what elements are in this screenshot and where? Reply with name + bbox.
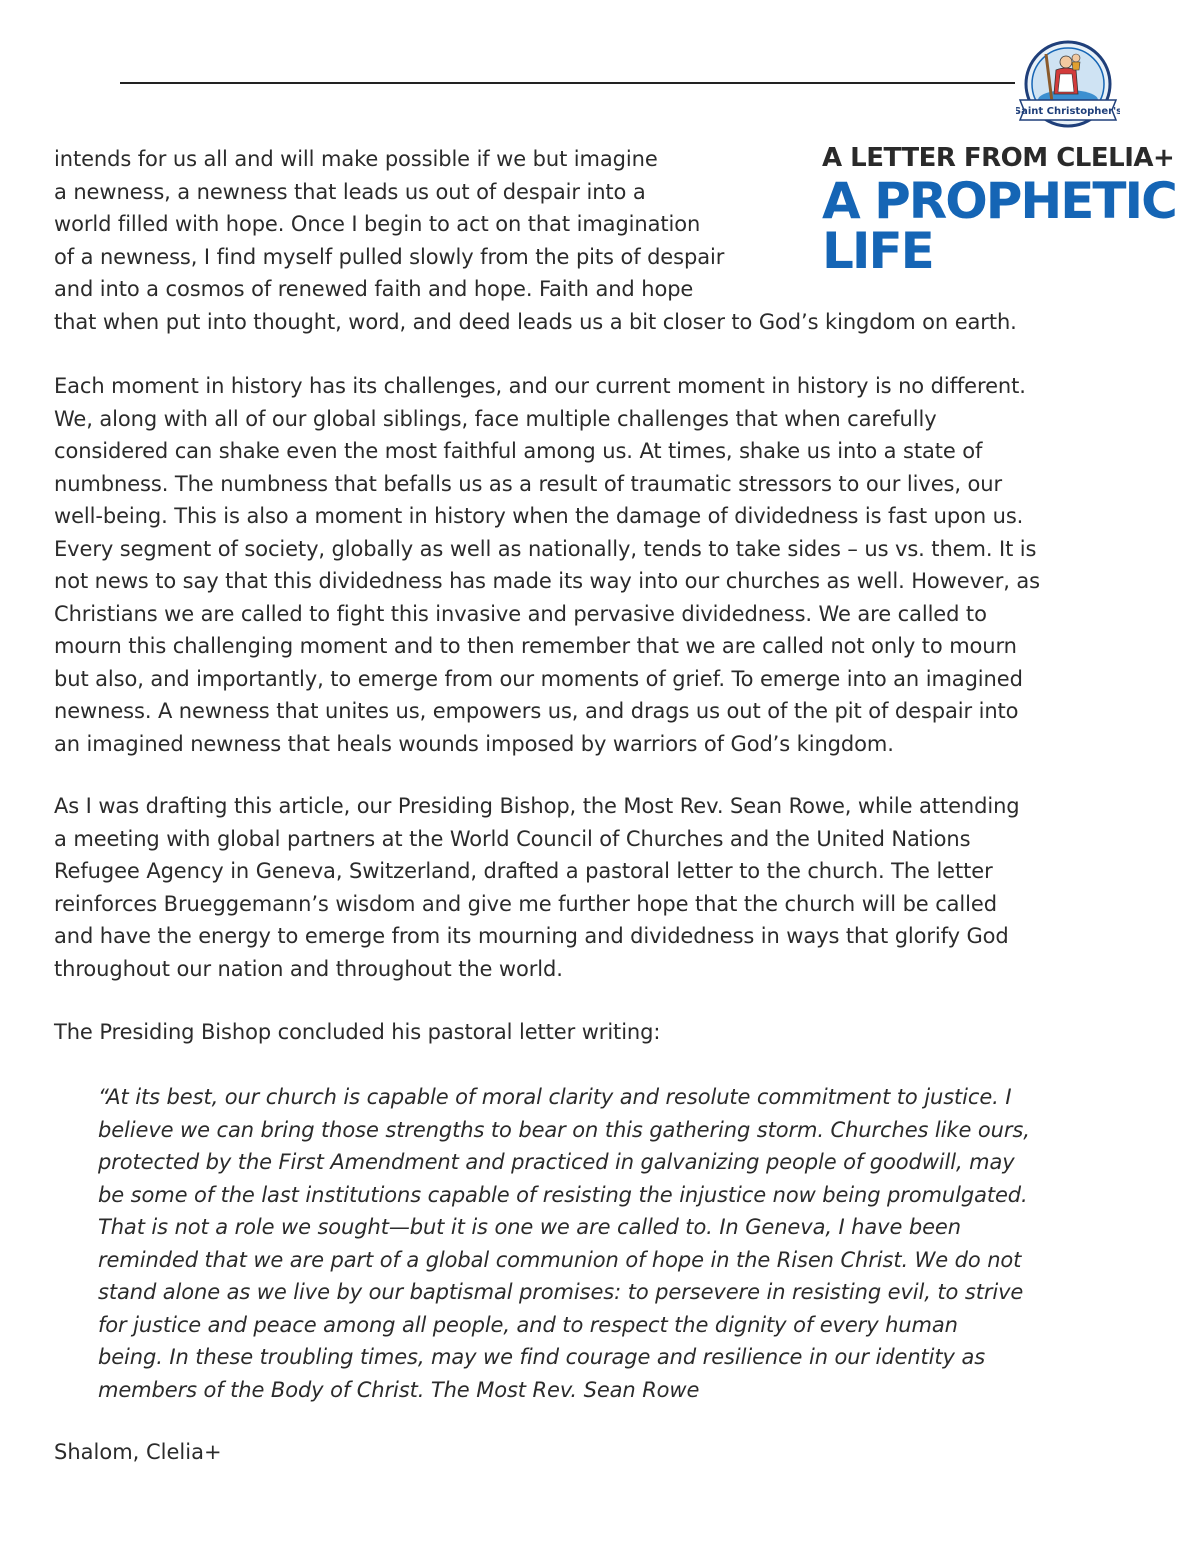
paragraph-line: a meeting with global partners at the World Council of Churches and the United Nations [54,826,971,851]
signoff: Shalom, Clelia+ [54,1440,222,1464]
paragraph-2 [54,370,1040,760]
paragraph-line: The Presiding Bishop concluded his pastoral letter writing: [54,1020,661,1044]
paragraph-line: Each moment in history has its challenges, and our current moment in history is no different. [54,374,1026,398]
title-line-2: LIFE [822,222,933,280]
paragraph-line: numbness. The numbness that befalls us as a result of traumatic stressors to our lives, our [54,471,1003,496]
paragraph-line: and have the energy to emerge from its mourning and dividedness in ways that glorify God [54,924,1009,948]
paragraph-line: world filled with hope. Once I begin to act on that imagination [54,212,701,236]
quote-line: “At its best, our church is capable of moral clarity and resolute commitment to justice. I [98,1085,1012,1109]
paragraph-line: but also, and importantly, to emerge from our moments of grief. To emerge into an imagined [54,666,1023,691]
logo-text: Saint Christopher's [1016,106,1120,117]
paragraph-line: We, along with all of our global siblings, face multiple challenges that when carefully [54,406,937,431]
paragraph-1 [54,143,1017,338]
saint-christophers-logo [1016,40,1120,132]
paragraph-line: Christians we are called to fight this invasive and pervasive dividedness. We are called to [54,601,987,626]
paragraph-line: not news to say that this dividedness has made its way into our churches as well. However, as [54,569,1041,593]
title-eyebrow: A LETTER FROM CLELIA+ [822,143,1175,173]
paragraph-line: reinforces Brueggemann’s wisdom and give me further hope that the church will be called [54,891,997,916]
paragraph-line: Every segment of society, globally as well as nationally, tends to take sides – us vs. them. It is [54,536,1037,561]
quote-line: That is not a role we sought—but it is one we are called to. In Geneva, I have been [98,1215,961,1239]
paragraph-line: throughout our nation and throughout the world. [54,956,563,981]
quote-line: members of the Body of Christ. The Most Rev. Sean Rowe [98,1377,700,1402]
paragraph-line: mourn this challenging moment and to then remember that we are called not only to mourn [54,634,1017,658]
quote-line: believe we can bring those strengths to bear on this gathering storm. Churches like ours, [98,1117,1030,1142]
quote-line: for justice and peace among all people, and to respect the dignity of every human [98,1312,958,1337]
paragraph-line: intends for us all and will make possible if we but imagine [54,147,658,171]
quote-line: protected by the First Amendment and practiced in galvanizing people of goodwill, may [98,1150,1015,1174]
paragraph-line: newness. A newness that unites us, empowers us, and drags us out of the pit of despair into [54,699,1019,723]
paragraph-line: that when put into thought, word, and deed leads us a bit closer to God’s kingdom on earth. [54,309,1017,334]
paragraph-4 [54,1016,660,1049]
paragraph-3 [54,790,1020,985]
header-rule [120,82,1015,84]
paragraph-line: and into a cosmos of renewed faith and hope. Faith and hope [54,277,694,301]
title-line-1: A PROPHETIC [822,172,1176,230]
paragraph-line: an imagined newness that heals wounds imposed by warriors of God’s kingdom. [54,731,894,756]
quote-line: reminded that we are part of a global communion of hope in the Risen Christ. We do not [98,1247,1022,1272]
paragraph-line: a newness, a newness that leads us out of despair into a [54,179,646,204]
paragraph-line: well-being. This is also a moment in history when the damage of dividedness is fast upon us. [54,504,1024,528]
paragraph-line: Refugee Agency in Geneva, Switzerland, drafted a pastoral letter to the church. The letter [54,859,993,883]
quote-line: be some of the last institutions capable of resisting the injustice now being promulgated. [98,1182,1028,1207]
quote-line: stand alone as we live by our baptismal promises: to persevere in resisting evil, to strive [98,1280,1024,1304]
quote-line: being. In these troubling times, may we find courage and resilience in our identity as [98,1345,986,1369]
paragraph-line: considered can shake even the most faithful among us. At times, shake us into a state of [54,439,983,463]
paragraph-line: of a newness, I find myself pulled slowly from the pits of despair [54,244,725,269]
bishop-quote [98,1081,1030,1406]
paragraph-line: As I was drafting this article, our Presiding Bishop, the Most Rev. Sean Rowe, while attending [54,794,1020,818]
